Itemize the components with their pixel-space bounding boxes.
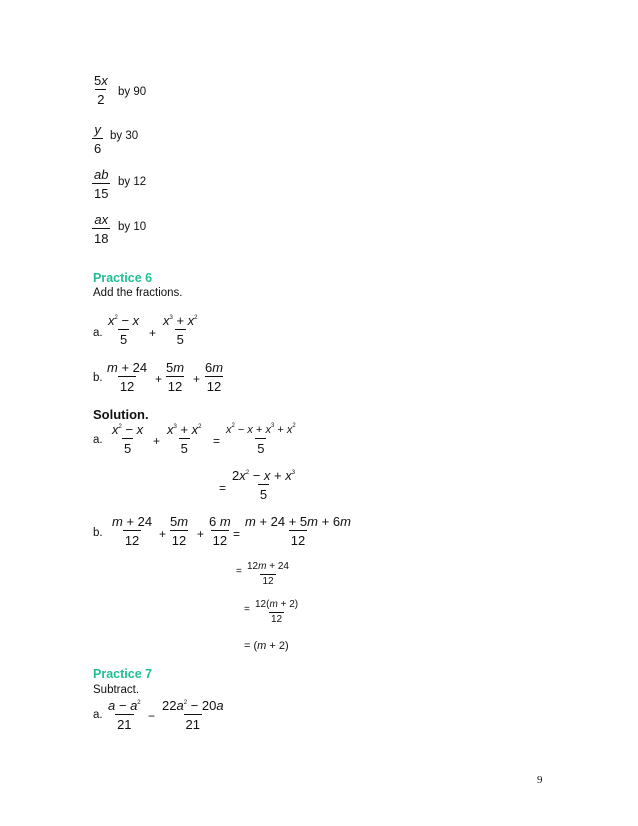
fraction: $\frac{m + 24}{12}$ (107, 360, 148, 394)
plus-sign: + (193, 372, 201, 386)
fraction: $\frac{x^2 - x}{5}$ (108, 313, 140, 347)
fraction: $\frac{12(m + 2)}{12}$ (255, 599, 299, 625)
plus-sign: + (155, 372, 163, 386)
fraction: $\frac{m + 24 + 5m + 6m}{12}$ (245, 514, 351, 548)
fraction: $\frac{5m}{12}$ (166, 360, 185, 394)
minus-sign: − (148, 709, 156, 723)
item-label: b. (93, 527, 103, 539)
scale-text: by 10 (118, 221, 147, 233)
plus-sign: + (153, 434, 161, 448)
equals-sign: = (213, 434, 221, 448)
fraction: $x^2 - x + x^3 + x^2$ 5 (226, 423, 296, 456)
fraction: $\frac{6m}{12}$ (205, 360, 224, 394)
fraction-y-over-6: $\frac{y}{6}$ (94, 122, 102, 156)
item-label: b. (93, 372, 103, 384)
fraction: $\frac{6 m}{12}$ (209, 514, 231, 548)
scale-text: by 90 (118, 86, 147, 98)
item-label: a. (93, 434, 103, 446)
equals-sign: = (219, 481, 227, 495)
scale-text: by 12 (118, 176, 147, 188)
plus-sign: + (149, 326, 157, 340)
final-result: = (m + 2) (244, 640, 289, 652)
fraction: $\frac{12m + 24}{12}$ (247, 561, 289, 587)
practice-7-title: Practice 7 (93, 667, 153, 681)
equals-sign: = (236, 566, 242, 577)
practice-6-instruction: Add the fractions. (93, 287, 183, 299)
equals-sign: = (233, 527, 241, 541)
fraction-5x-over-2: $\frac{5x}{2}$ (94, 73, 108, 107)
fraction: $\frac{5m}{12}$ (170, 514, 189, 548)
page-number: 9 (537, 774, 543, 786)
fraction-ab-over-15: $\frac{ab}{15}$ (94, 167, 109, 201)
plus-sign: + (197, 527, 205, 541)
fraction: $\frac{x^3 + x^2}{5}$ (163, 313, 198, 347)
scale-text: by 30 (110, 130, 139, 142)
solution-title: Solution. (93, 407, 149, 422)
plus-sign: + (159, 527, 167, 541)
item-label: a. (93, 709, 103, 721)
item-label: a. (93, 327, 103, 339)
equals-sign: = (244, 604, 250, 615)
fraction: $\frac{a - a^2}{21}$ (108, 698, 141, 732)
fraction: $\frac{2x^2 - x + x^3}{5}$ (232, 468, 296, 502)
fraction-ax-over-18: $\frac{ax}{18}$ (94, 212, 109, 246)
practice-6-title: Practice 6 (93, 271, 153, 285)
fraction: $\frac{m + 24}{12}$ (112, 514, 153, 548)
fraction: $\frac{x^3 + x^2}{5}$ (167, 422, 202, 456)
practice-7-instruction: Subtract. (93, 684, 140, 696)
fraction: $\frac{22a^2 - 20a}{21}$ (162, 698, 224, 732)
fraction: $\frac{x^2 - x}{5}$ (112, 422, 144, 456)
